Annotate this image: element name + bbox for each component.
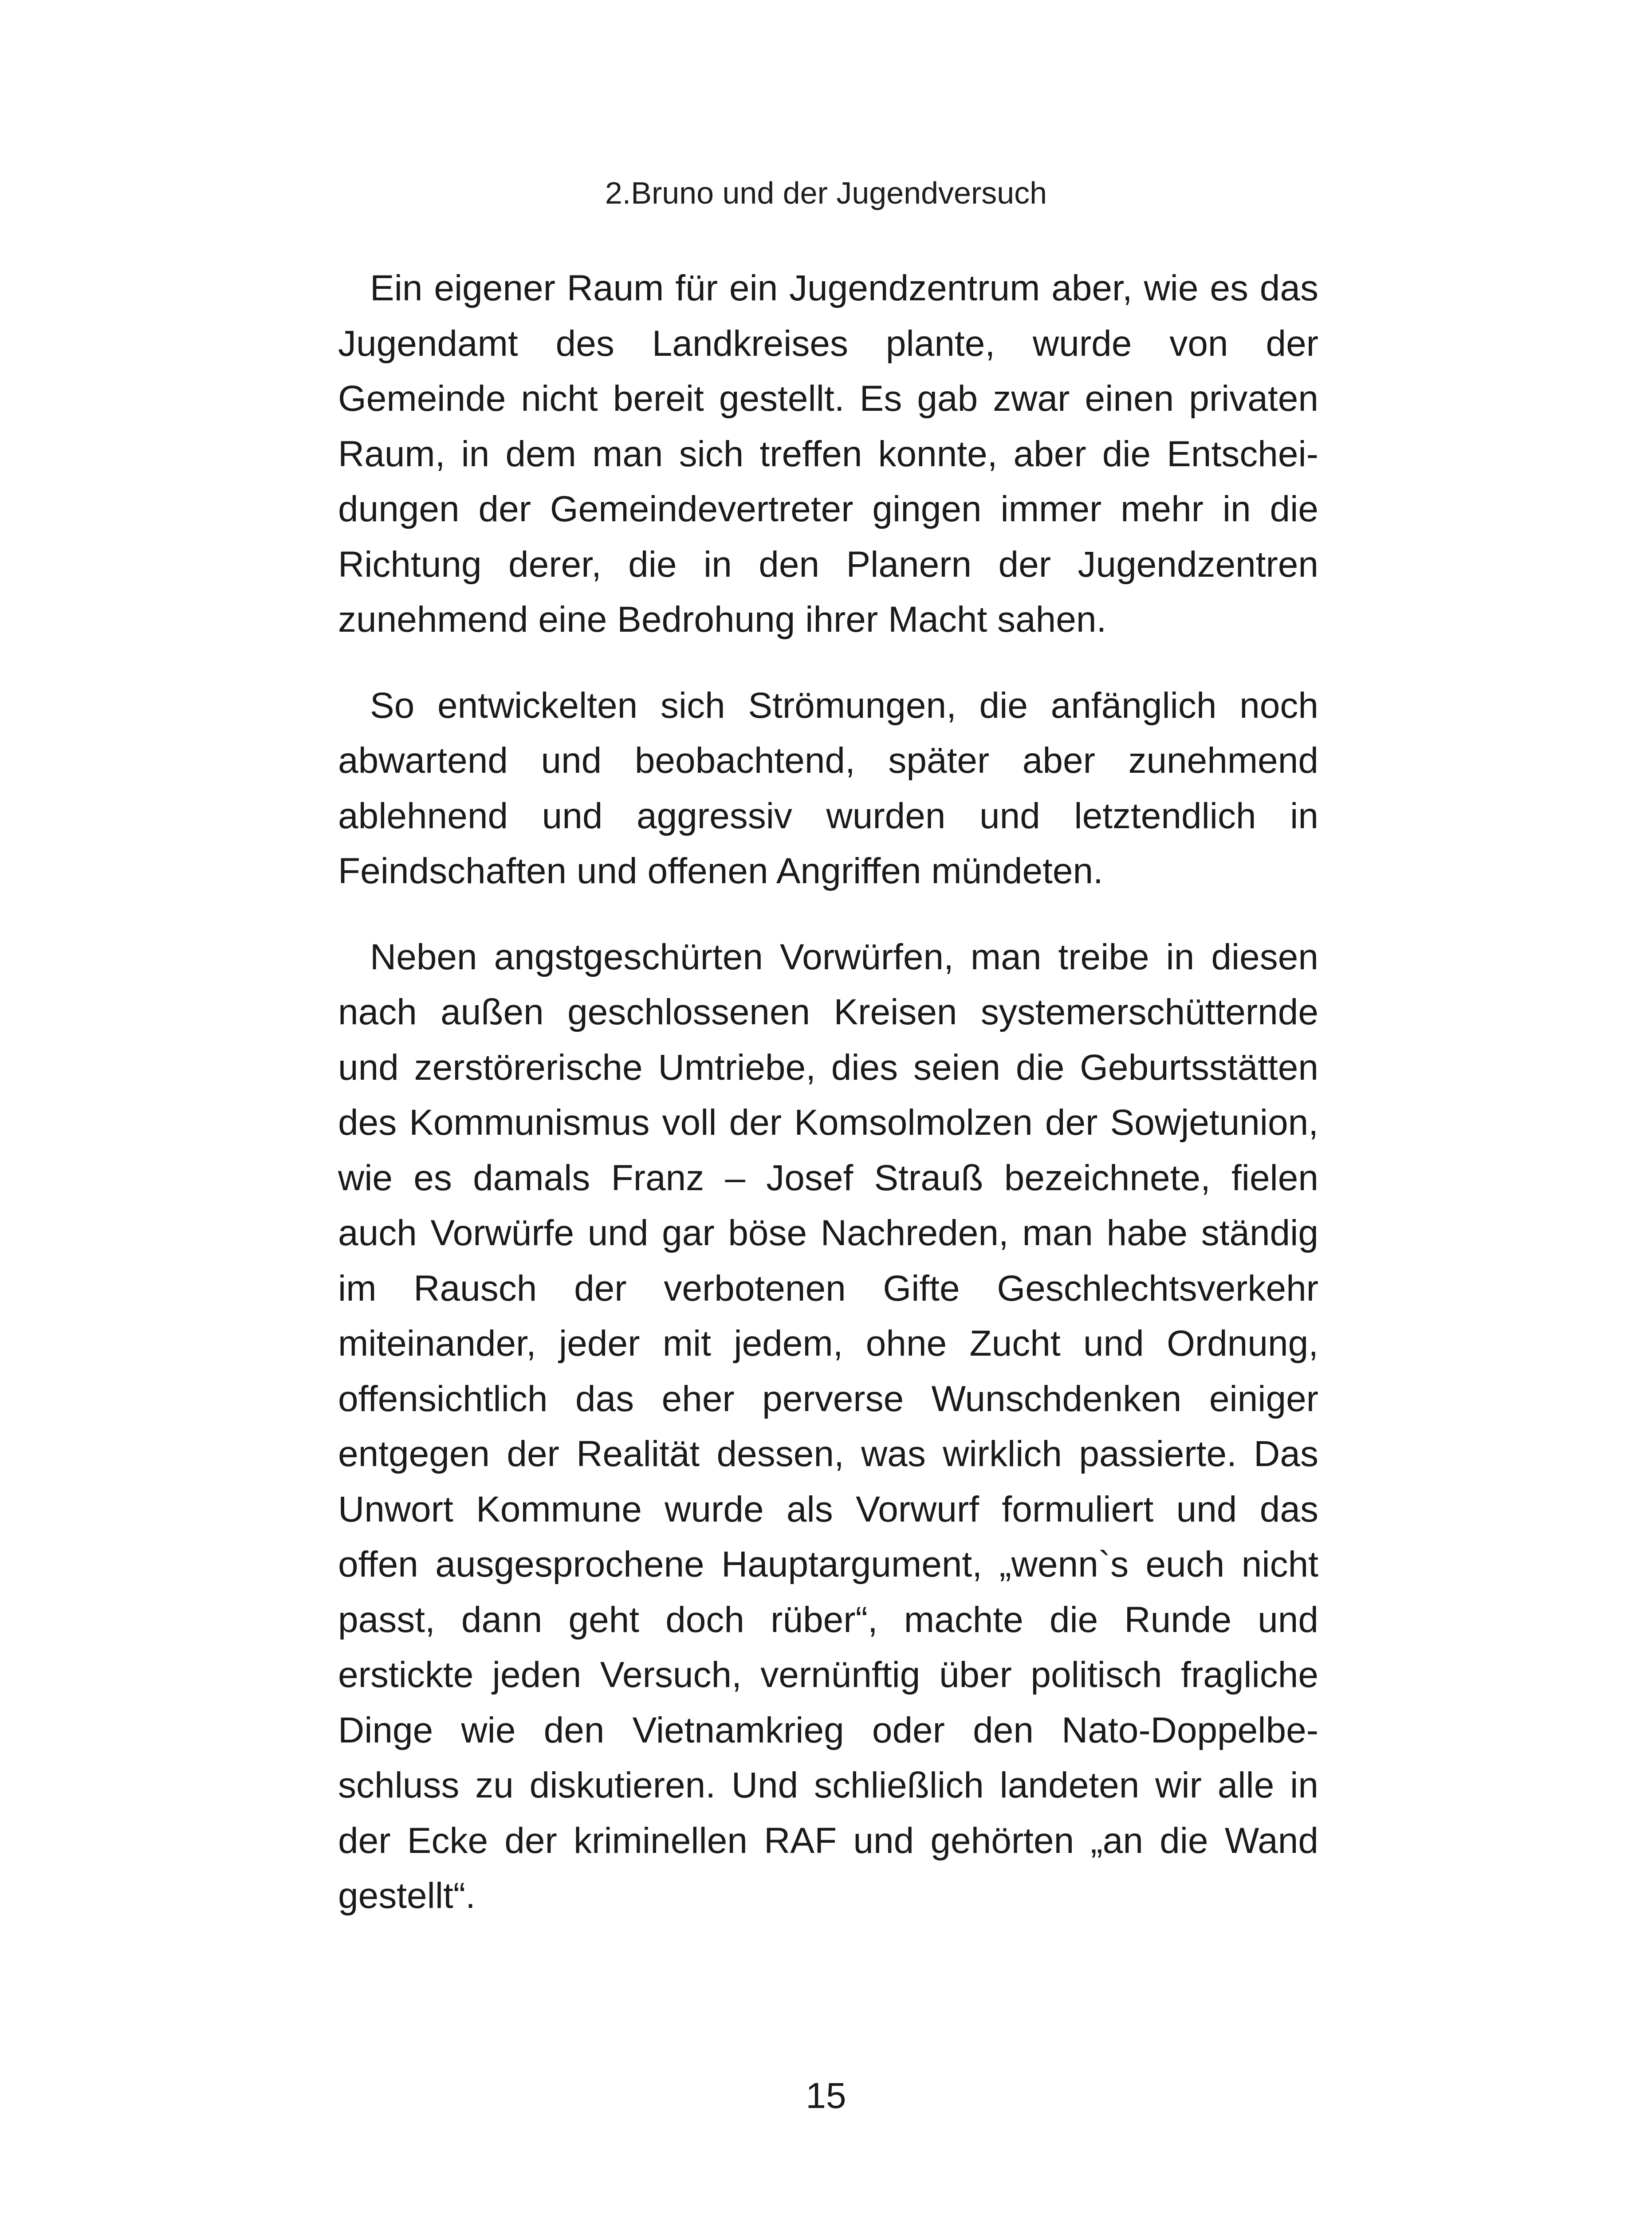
page-number: 15 xyxy=(806,2076,846,2116)
paragraph-1: Ein eigener Raum für ein Jugendzentrum aber, wie es das Jugendamt des Landkreises plante, wurde von der Gemeinde nicht bereit gestellt. Es gab zwar einen privaten Raum, in dem man sich treffen konnte, aber die Entscheidungen der Gemeindevertreter gingen immer mehr in die Richtung derer, die in den Planern der Jugendzentren zunehmend eine Bedrohung ihrer Macht sahen. xyxy=(338,268,1318,640)
paragraph-3: Neben angstgeschürten Vorwürfen, man treibe in diesen nach außen geschlossenen Kreisen systemerschütternde und zerstörerische Umtriebe, dies seien die Geburtsstätten des Kommunismus voll der Komsolmolzen der Sowjetunion, wie es damals Franz – Josef Strauß bezeichnete, fielen auch Vorwürfe und gar böse Nachreden, man habe ständig im Rausch der verbotenen Gifte Geschlechtsverkehr miteinander, jeder mit jedem, ohne Zucht und Ordnung, offensichtlich das eher perverse Wunschdenken einiger entgegen der Realität dessen, was wirklich passierte. Das Unwort Kommune wurde als Vorwurf formuliert und das offen ausgesprochene Hauptargument, „wenn`s euch nicht passt, dann geht doch rüber“, machte die Runde und erstickte jeden Versuch, vernünftig über politisch fragliche Dinge wie den Vietnamkrieg oder den Nato-Doppelbeschluss zu diskutieren. Und schließlich landeten wir alle in der Ecke der kriminellen RAF und gehörten „an die Wand gestellt“. xyxy=(338,936,1318,1916)
paragraph-2: So entwickelten sich Strömungen, die anfänglich noch abwartend und beobachtend, später aber zunehmend ablehnend und aggressiv wurden und letztendlich in Feindschaften und offenen Angriffen mündeten. xyxy=(338,685,1318,891)
body-text xyxy=(338,261,1318,1924)
running-header-chapter-title: 2.Bruno und der Jugendversuch xyxy=(605,176,1047,210)
